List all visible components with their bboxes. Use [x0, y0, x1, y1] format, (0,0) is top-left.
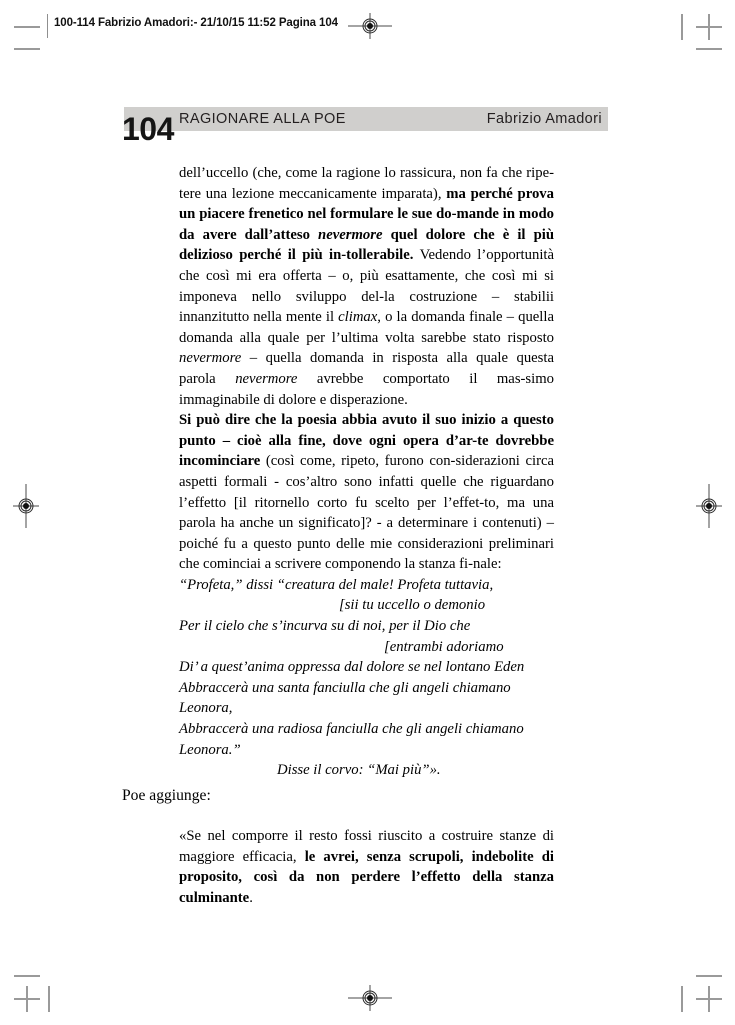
para1-text-part1: dell’uccello (che, come la ragione lo rassicura, non fa che ripe-tere una lezione meccanicamente imparata), — [179, 165, 554, 202]
para1-bold-italic-nevermore: nevermore — [318, 226, 383, 243]
paragraph-poesia-inizio — [179, 410, 554, 575]
closing-quote-block — [179, 826, 554, 908]
para1-text-part3: , o la domanda finale – quella domanda alla quale per l’ultima volta sarebbe stato risposto — [179, 309, 554, 346]
verse-line: Leonora.” — [179, 741, 241, 758]
quote-text-part2: . — [249, 889, 253, 906]
verse-block — [179, 575, 554, 781]
running-head-band — [124, 107, 608, 131]
page-number: 104 — [122, 111, 174, 147]
para1-bold-part1: ma perché prova un piacere frenetico nel formulare le sue do-mande in modo da avere dall’atteso — [179, 185, 554, 243]
running-head-author: Fabrizio Amadori — [486, 111, 602, 127]
para1-bold-part2: quel dolore che è il più delizioso perché il più in-tollerabile. — [179, 226, 555, 264]
para1-text-part5: avrebbe comportato il mas-simo immaginabile di dolore e disperazione. — [179, 370, 554, 408]
para1-italic-nevermore-2: nevermore — [235, 370, 298, 387]
verse-line: [sii tu uccello o demonio — [339, 597, 486, 614]
verse-line: Leonora, — [179, 700, 233, 717]
paragraph-continuation — [179, 163, 554, 410]
para2-bold-lead: Si può dire che la poesia abbia avuto il suo inizio a questo punto – cioè alla fine, dove ogni opera d’ar-te dovrebbe incominciare — [179, 412, 554, 470]
quote-bold-part: le avrei, senza scrupoli, indebolite di proposito, così da non perdere l’effetto della stanza culminante — [179, 848, 554, 906]
verse-line: “Profeta,” dissi “creatura del male! Profeta tuttavia, — [179, 576, 494, 593]
para1-italic-climax: climax — [338, 309, 378, 326]
slug-line: 100-114 Fabrizio Amadori:- 21/10/15 11:52 Pagina 104 — [54, 17, 338, 29]
para1-italic-nevermore-1: nevermore — [179, 350, 242, 367]
closing-quote-paragraph — [179, 826, 554, 908]
verse-line: Abbraccerà una santa fanciulla che gli angeli chiamano — [179, 679, 511, 696]
para2-text-rest: (così come, ripeto, furono con-siderazioni circa aspetti formali - cos’altro sono infatti quelle che riguardano l’effetto [il ritornello corto fu scelto per l’effet-to, ma una parola ha anche un significato]? - a determinare i contenuti) – poiché fu a questo punto delle mie considerazioni preliminari che cominciai a scrivere componendo la stanza fi-nale: — [179, 453, 554, 573]
verse-line: Disse il corvo: “Mai più”». — [277, 762, 441, 779]
verse-line: Di’ a quest’anima oppressa dal dolore se nel lontano Eden — [179, 659, 525, 676]
verse-line: [entrambi adoriamo — [384, 638, 504, 655]
running-head-inner — [124, 107, 608, 131]
para1-text-part4: – quella domanda in risposta alla quale questa parola — [179, 350, 554, 387]
main-text-column — [179, 163, 554, 781]
verse-line: Abbraccerà una radiosa fanciulla che gli angeli chiamano — [179, 721, 524, 738]
quote-text-part1: «Se nel comporre il resto fossi riuscito a costruire stanze di maggiore efficacia, — [179, 828, 554, 865]
running-head-title: RAGIONARE ALLA POE — [179, 111, 346, 127]
para1-text-part2: Vedendo l’opportunità che così mi era offerta – o, più esattamente, che così mi si imponeva nello sviluppo del-la costruzione – stabilii innanzitutto nella mente il — [179, 247, 554, 326]
verse-line: Per il cielo che s’incurva su di noi, per il Dio che — [179, 618, 471, 635]
quote-intro-line: Poe aggiunge: — [122, 787, 211, 804]
